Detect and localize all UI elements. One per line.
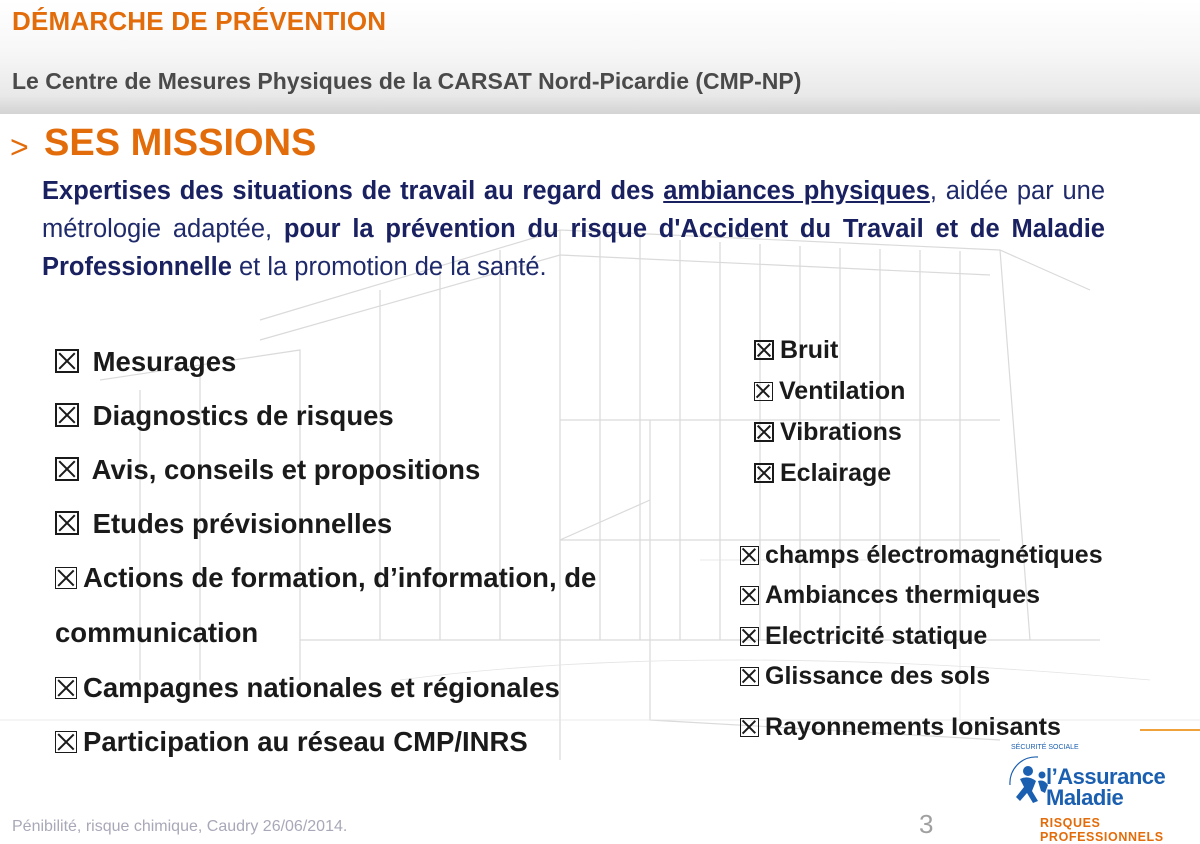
list-item-label: Actions de formation, d’information, de <box>83 562 597 593</box>
section-title: DÉMARCHE DE PRÉVENTION <box>12 6 387 36</box>
list-item <box>754 336 838 365</box>
list-item <box>754 459 891 488</box>
list-item-label: Ambiances thermiques <box>765 581 1041 609</box>
list-item-label: communication <box>55 617 259 648</box>
list-item <box>740 622 987 651</box>
list-item-label: Electricité statique <box>765 622 988 650</box>
list-item <box>740 713 1061 742</box>
checkbox-x-icon <box>55 567 77 589</box>
logo-brand-line-2: Maladie <box>1046 785 1124 810</box>
intro-part-5: et la promotion de la santé. <box>231 253 547 281</box>
logo-brand-line-1: l’Assurance <box>1046 764 1166 789</box>
list-item <box>754 418 902 447</box>
list-item <box>55 346 236 378</box>
list-item-label: Rayonnements Ionisants <box>765 713 1061 741</box>
list-item <box>55 508 392 540</box>
checkbox-x-icon <box>754 422 774 442</box>
checkbox-x-icon <box>55 403 79 427</box>
intro-part-3: , aidée par une métrologie adaptée, <box>42 177 1105 243</box>
list-item-label: Avis, conseils et propositions <box>91 454 481 485</box>
checkbox-x-icon <box>740 627 759 646</box>
missions-intro <box>42 172 1105 286</box>
missions-title: SES MISSIONS <box>44 122 317 164</box>
list-item <box>55 454 480 486</box>
header-shadow <box>0 96 1200 114</box>
list-item-label: Eclairage <box>780 459 892 487</box>
checkbox-x-icon <box>740 667 759 686</box>
list-item <box>55 672 560 704</box>
list-item <box>55 726 528 758</box>
list-item-label: Glissance des sols <box>765 662 991 690</box>
checkbox-x-icon <box>55 731 77 753</box>
logo-tagline: RISQUES PROFESSIONNELS <box>1040 816 1164 844</box>
intro-part-1: Expertises des situations de travail au regard des <box>42 177 664 205</box>
checkbox-x-icon <box>55 511 79 535</box>
list-item <box>55 562 596 594</box>
list-item-label: Bruit <box>780 336 839 364</box>
checkbox-x-icon <box>754 463 774 483</box>
list-item-label: Campagnes nationales et régionales <box>83 672 560 703</box>
list-item <box>754 377 905 406</box>
checkbox-x-icon <box>740 586 759 605</box>
logo-arc-text: SÉCURITÉ SOCIALE <box>1011 744 1079 751</box>
list-item-label: Ventilation <box>779 377 906 405</box>
checkbox-x-icon <box>55 677 77 699</box>
footer-text: Pénibilité, risque chimique, Caudry 26/06/2014. <box>12 818 348 835</box>
checkbox-x-icon <box>754 382 773 401</box>
list-item-label: Diagnostics de risques <box>92 400 394 431</box>
list-item-label: Participation au réseau CMP/INRS <box>83 726 528 757</box>
list-item <box>740 581 1040 610</box>
checkbox-x-icon <box>740 546 759 565</box>
intro-prevention-objective: pour la prévention du risque d'Accident du Travail et de Maladie Professionnelle <box>42 215 1105 281</box>
checkbox-x-icon <box>55 457 79 481</box>
list-item <box>740 541 1103 570</box>
checkbox-x-icon <box>740 718 759 737</box>
checkbox-x-icon <box>754 340 774 360</box>
list-item <box>55 400 394 432</box>
checkbox-x-icon <box>55 349 79 373</box>
logo-accent-line <box>1140 729 1200 731</box>
slide-subtitle: Le Centre de Mesures Physiques de la CARSAT Nord-Picardie (CMP-NP) <box>12 68 802 94</box>
list-item-label: champs électromagnétiques <box>765 541 1103 569</box>
list-item-label: Vibrations <box>780 418 902 446</box>
list-item-label: Mesurages <box>92 346 237 377</box>
page-number: 3 <box>919 809 934 839</box>
missions-chevron: > <box>10 129 29 165</box>
list-item-label: Etudes prévisionnelles <box>92 508 393 539</box>
intro-ambiances-physiques: ambiances physiques <box>663 177 930 205</box>
list-item <box>740 662 990 691</box>
list-item-continuation <box>55 617 258 649</box>
